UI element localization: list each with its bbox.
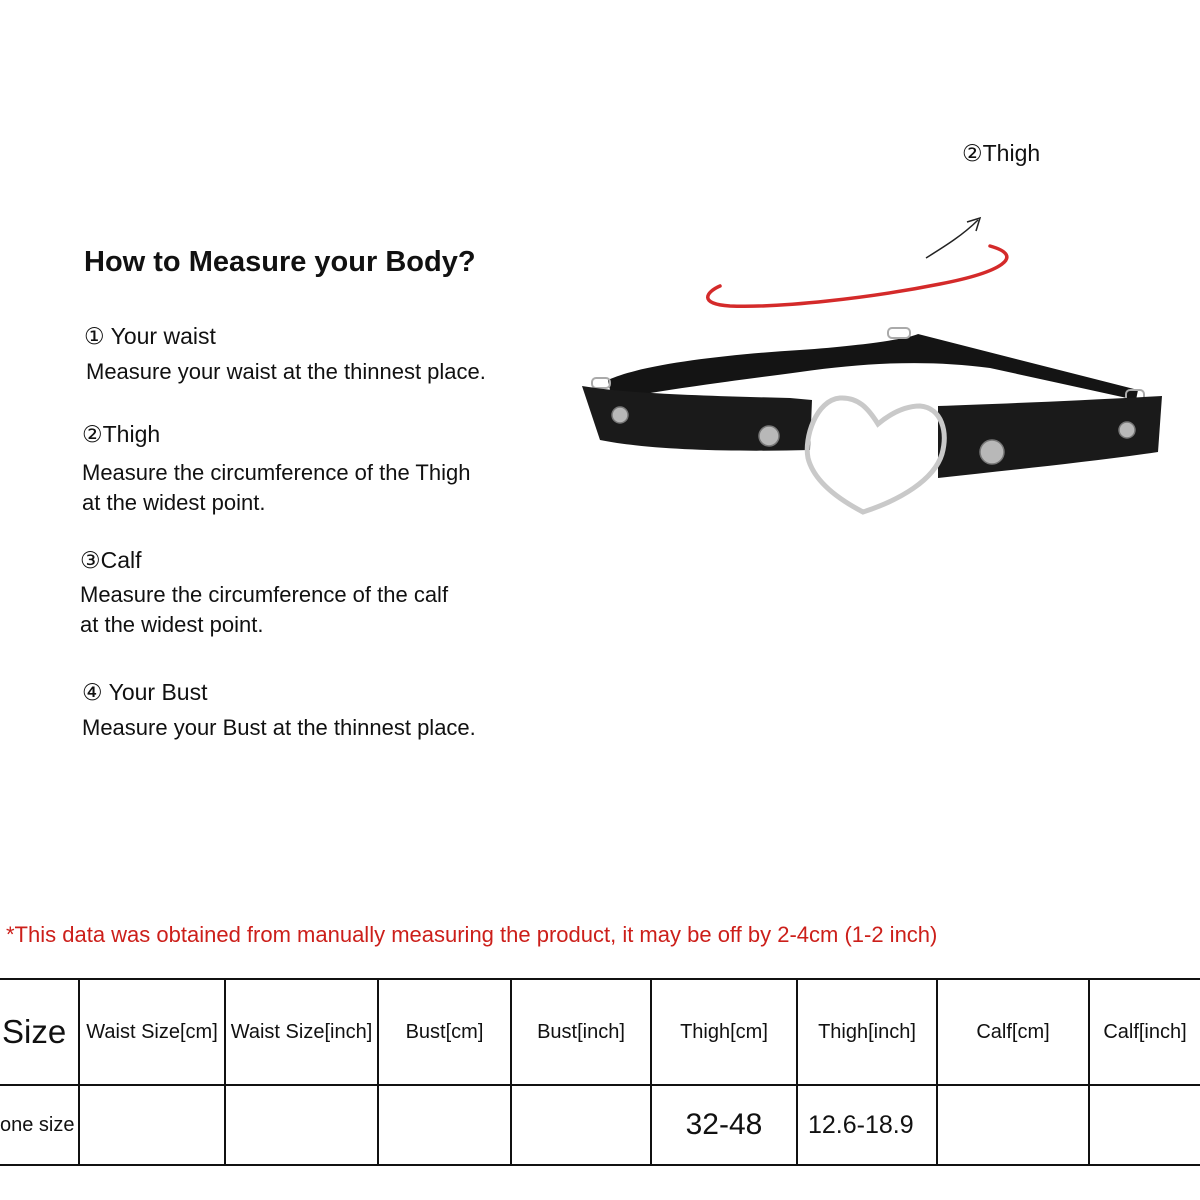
header-calf-cm: Calf[cm] bbox=[937, 979, 1089, 1085]
size-table-header-row bbox=[0, 979, 1200, 1085]
header-bust-inch: Bust[inch] bbox=[511, 979, 651, 1085]
step-calf-title: ③Calf bbox=[80, 547, 142, 573]
step-calf-desc-line-2: at the widest point. bbox=[80, 612, 264, 637]
cell-size: one size bbox=[0, 1085, 79, 1165]
header-bust-cm: Bust[cm] bbox=[378, 979, 511, 1085]
header-thigh-inch: Thigh[inch] bbox=[797, 979, 937, 1085]
header-size: Size bbox=[0, 979, 79, 1085]
step-bust-title: ④ Your Bust bbox=[82, 679, 208, 705]
cell-calf-inch bbox=[1089, 1085, 1200, 1165]
cell-bust-inch bbox=[511, 1085, 651, 1165]
cell-thigh-inch: 12.6-18.9 bbox=[797, 1085, 937, 1165]
step-thigh-title: ②Thigh bbox=[82, 421, 161, 447]
step-waist-desc-line: Measure your waist at the thinnest place. bbox=[86, 359, 486, 384]
illustration-thigh-label: ②Thigh bbox=[962, 140, 1041, 166]
cell-thigh-cm: 32-48 bbox=[651, 1085, 797, 1165]
measurement-disclaimer: *This data was obtained from manually measuring the product, it may be off by 2-4cm (1-2 inch) bbox=[6, 922, 938, 947]
guide-heading: How to Measure your Body? bbox=[84, 246, 476, 278]
header-waist-cm: Waist Size[cm] bbox=[79, 979, 225, 1085]
step-bust-desc-line: Measure your Bust at the thinnest place. bbox=[82, 715, 476, 740]
measure-arrow-icon bbox=[926, 218, 980, 258]
garter-back-strap bbox=[608, 334, 1138, 400]
step-thigh-desc-line-2: at the widest point. bbox=[82, 490, 266, 515]
header-calf-inch: Calf[inch] bbox=[1089, 979, 1200, 1085]
step-calf-desc bbox=[80, 580, 448, 640]
measuring-band-icon bbox=[708, 246, 1007, 306]
step-thigh-desc-line-1: Measure the circumference of the Thigh bbox=[82, 460, 471, 485]
step-waist-desc bbox=[86, 357, 486, 387]
table-row bbox=[0, 1085, 1200, 1165]
step-bust-desc bbox=[82, 713, 476, 743]
heart-ring-icon bbox=[807, 398, 944, 512]
step-calf-desc-line-1: Measure the circumference of the calf bbox=[80, 582, 449, 607]
cell-calf-cm bbox=[937, 1085, 1089, 1165]
size-chart-table bbox=[0, 978, 1200, 1166]
step-thigh-desc bbox=[82, 458, 470, 518]
step-waist-title: ① Your waist bbox=[84, 323, 216, 349]
header-thigh-cm: Thigh[cm] bbox=[651, 979, 797, 1085]
cell-waist-inch bbox=[225, 1085, 378, 1165]
thigh-garter-illustration bbox=[570, 200, 1180, 540]
cell-bust-cm bbox=[378, 1085, 511, 1165]
header-waist-inch: Waist Size[inch] bbox=[225, 979, 378, 1085]
cell-waist-cm bbox=[79, 1085, 225, 1165]
